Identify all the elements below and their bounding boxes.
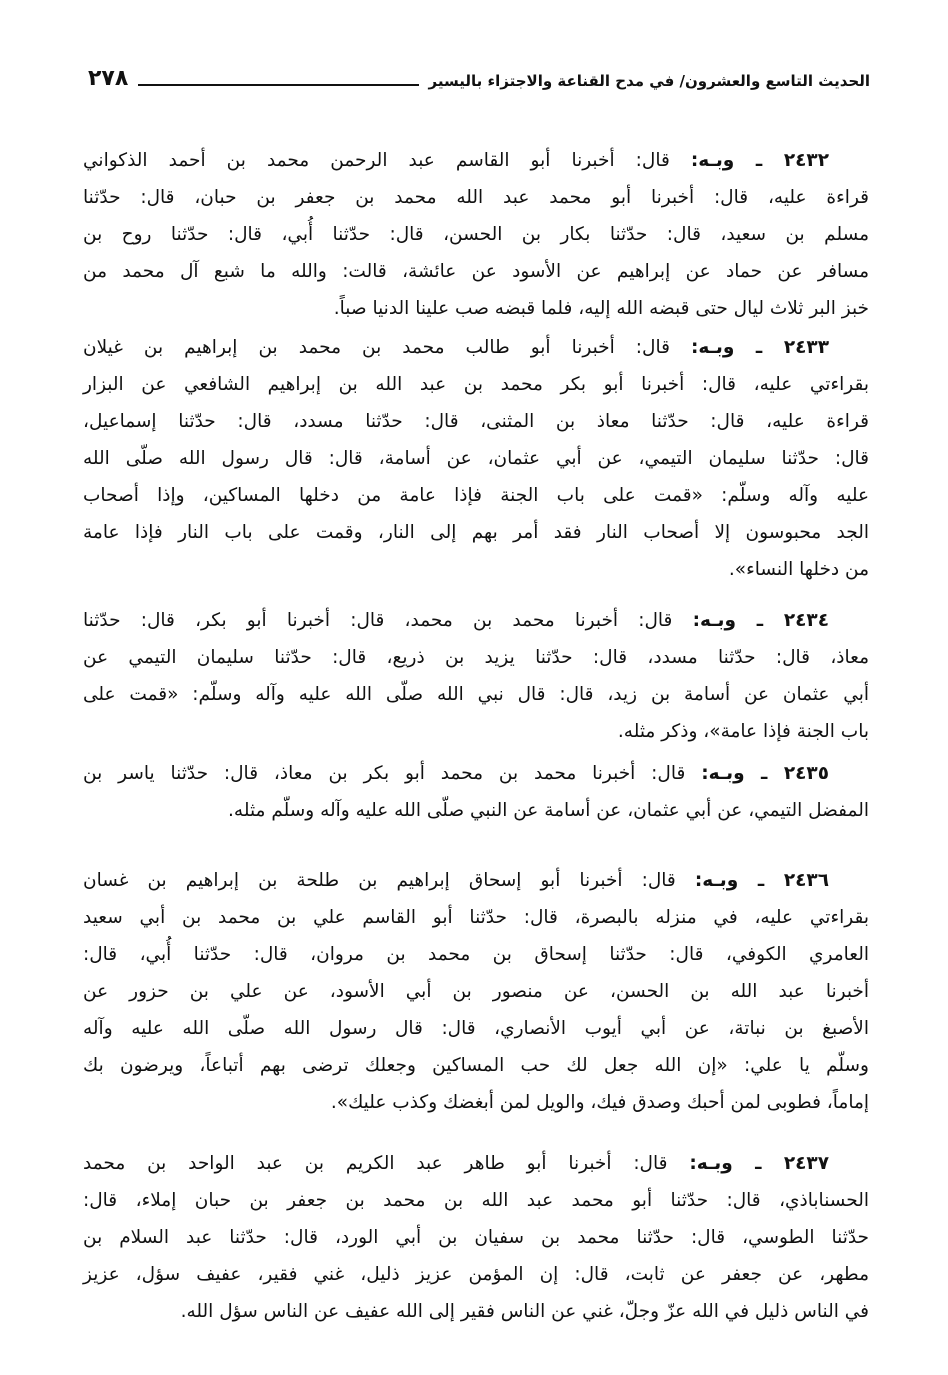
hadith-number: ٢٤٣٦ ـ وبـه: bbox=[694, 870, 829, 891]
running-title: الحديث التاسع والعشرون/ في مدح القناعة والاجتزاء باليسير bbox=[428, 72, 870, 90]
text-line bbox=[83, 1047, 869, 1084]
text-line bbox=[83, 1010, 869, 1047]
line-text: إماماً، فطوبى لمن أحبك وصدق فيك، والويل لمن أبغضك وكذب عليك». bbox=[330, 1092, 869, 1113]
hadith-paragraph bbox=[83, 862, 869, 1121]
line-text: معاذ، قال: حدّثنا مسدد، قال: حدّثنا يزيد بن ذريع، قال: حدّثنا سليمان التيمي عن bbox=[83, 647, 869, 668]
text-line bbox=[83, 713, 869, 750]
line-text: الحسناباذي، قال: حدّثنا أبو محمد عبد الله بن محمد بن جعفر بن حبان إملاء، قال: bbox=[83, 1190, 869, 1211]
line-text: وسلّم يا علي: «إن الله جعل لك حب المساكين وجعلك ترضى بهم أتباعاً، ويرضون بك bbox=[83, 1055, 869, 1076]
line-text: بقراءتي عليه، قال: أخبرنا أبو بكر محمد بن عبد الله بن إبراهيم الشافعي عن البزار bbox=[83, 374, 869, 395]
text-line bbox=[83, 216, 869, 253]
text-line bbox=[83, 1293, 869, 1330]
text-line bbox=[83, 676, 869, 713]
line-text: خبز البر ثلاث ليال حتى قبضه الله إليه، فلما قبضه صب علينا الدنيا صباً. bbox=[333, 298, 869, 319]
hadith-number: ٢٤٣٤ ـ وبـه: bbox=[692, 610, 829, 631]
hadith-paragraph bbox=[83, 329, 869, 588]
line-text: الجد محبوسون إلا أصحاب النار فقد أمر بهم إلى النار، وقمت على باب النار فإذا عامة bbox=[83, 522, 869, 543]
text-line bbox=[83, 1145, 869, 1182]
line-text: بقراءتي عليه، في منزله بالبصرة، قال: حدّثنا أبو القاسم علي بن محمد بن أبي سعيد bbox=[83, 907, 869, 928]
line-text: قال: حدّثنا سليمان التيمي، عن أبي عثمان، عن أسامة، قال: قال رسول الله صلّى الله bbox=[83, 448, 869, 469]
page-header bbox=[88, 58, 870, 92]
text-line bbox=[83, 551, 869, 588]
line-text: أخبرنا عبد الله بن الحسن، عن منصور بن أبي الأسود، عن علي بن حزور عن bbox=[83, 981, 869, 1002]
text-line bbox=[83, 1219, 869, 1256]
line-text: قراءة عليه، قال: أخبرنا أبو محمد عبد الله محمد بن جعفر بن حبان، قال: حدّثنا bbox=[83, 187, 869, 208]
text-line bbox=[83, 973, 869, 1010]
line-text: قال: أخبرنا أبو طاهر عبد الكريم بن عبد الواحد بن محمد bbox=[83, 1153, 668, 1174]
line-text: قال: أخبرنا أبو طالب محمد بن محمد بن إبراهيم بن غيلان bbox=[83, 337, 670, 358]
hadith-number: ٢٤٣٥ ـ وبـه: bbox=[701, 763, 829, 784]
header-rule bbox=[138, 84, 418, 86]
text-line bbox=[83, 329, 869, 366]
text-line bbox=[83, 477, 869, 514]
text-line bbox=[83, 290, 869, 327]
text-line bbox=[83, 142, 869, 179]
text-line bbox=[83, 936, 869, 973]
line-text: في الناس ذليل في الله عزّ وجلّ، غني عن الناس فقير إلى الله عفيف عن الناس سؤل الله. bbox=[180, 1301, 869, 1322]
text-line bbox=[83, 792, 869, 829]
line-text: قال: أخبرنا أبو القاسم عبد الرحمن محمد بن أحمد الذكواني bbox=[83, 150, 670, 171]
line-text: مسافر عن حماد عن إبراهيم عن الأسود عن عائشة، قالت: والله ما شبع آل محمد من bbox=[83, 261, 869, 282]
text-line bbox=[83, 403, 869, 440]
line-text: باب الجنة فإذا عامة»، وذكر مثله. bbox=[617, 721, 869, 742]
text-line bbox=[83, 1084, 869, 1121]
line-text: العامري الكوفي، قال: حدّثنا إسحاق بن محمد بن مروان، قال: حدّثنا أُبي، قال: bbox=[83, 944, 869, 965]
hadith-paragraph bbox=[83, 1145, 869, 1330]
line-text: قراءة عليه، قال: حدّثنا معاذ بن المثنى، قال: حدّثنا مسدد، قال: حدّثنا إسماعيل، bbox=[83, 411, 869, 432]
hadith-number: ٢٤٣٧ ـ وبـه: bbox=[689, 1153, 829, 1174]
page-number: ٢٧٨ bbox=[88, 66, 129, 91]
text-line bbox=[83, 1182, 869, 1219]
line-text: الأصبغ بن نباتة، عن أبي أيوب الأنصاري، قال: قال رسول الله صلّى الله عليه وآله bbox=[83, 1018, 869, 1039]
line-text: أبي عثمان عن أسامة بن زيد، قال: قال نبي الله صلّى الله عليه وآله وسلّم: «قمت على bbox=[83, 684, 869, 705]
text-line bbox=[83, 862, 869, 899]
text-line bbox=[83, 253, 869, 290]
hadith-number: ٢٤٣٣ ـ وبـه: bbox=[690, 337, 829, 358]
line-text: قال: أخبرنا محمد بن محمد، قال: أخبرنا أبو بكر، قال: حدّثنا bbox=[83, 610, 673, 631]
text-line bbox=[83, 1256, 869, 1293]
text-line bbox=[83, 366, 869, 403]
line-text: قال: أخبرنا محمد بن محمد أبو بكر بن معاذ، قال: حدّثنا ياسر بن bbox=[83, 763, 686, 784]
hadith-number: ٢٤٣٢ ـ وبـه: bbox=[690, 150, 829, 171]
line-text: حدّثنا الطوسي، قال: حدّثنا محمد بن سفيان بن أبي الورد، قال: حدّثنا عبد السلام بن bbox=[83, 1227, 869, 1248]
hadith-paragraph bbox=[83, 142, 869, 327]
line-text: قال: أخبرنا أبو إسحاق إبراهيم بن طلحة بن إبراهيم بن غسان bbox=[83, 870, 676, 891]
line-text: عليه وآله وسلّم: «قمت على باب الجنة فإذا عامة من دخلها المساكين، وإذا أصحاب bbox=[83, 485, 869, 506]
text-line bbox=[83, 179, 869, 216]
line-text: من دخلها النساء». bbox=[728, 559, 869, 580]
hadith-paragraph bbox=[83, 602, 869, 750]
text-line bbox=[83, 639, 869, 676]
line-text: المفضل التيمي، عن أبي عثمان، عن أسامة عن النبي صلّى الله عليه وآله وسلّم مثله. bbox=[228, 800, 869, 821]
text-line bbox=[83, 440, 869, 477]
line-text: مسلم بن سعيد، قال: حدّثنا بكار بن الحسن، قال: حدّثنا أُبي، قال: حدّثنا روح بن bbox=[83, 224, 869, 245]
line-text: مطهر، عن جعفر عن ثابت، قال: إن المؤمن عزيز ذليل، غني فقير، عفيف سؤل، عزيز bbox=[83, 1264, 869, 1285]
text-line bbox=[83, 602, 869, 639]
hadith-paragraph bbox=[83, 755, 869, 829]
text-line bbox=[83, 755, 869, 792]
text-line bbox=[83, 899, 869, 936]
text-line bbox=[83, 514, 869, 551]
